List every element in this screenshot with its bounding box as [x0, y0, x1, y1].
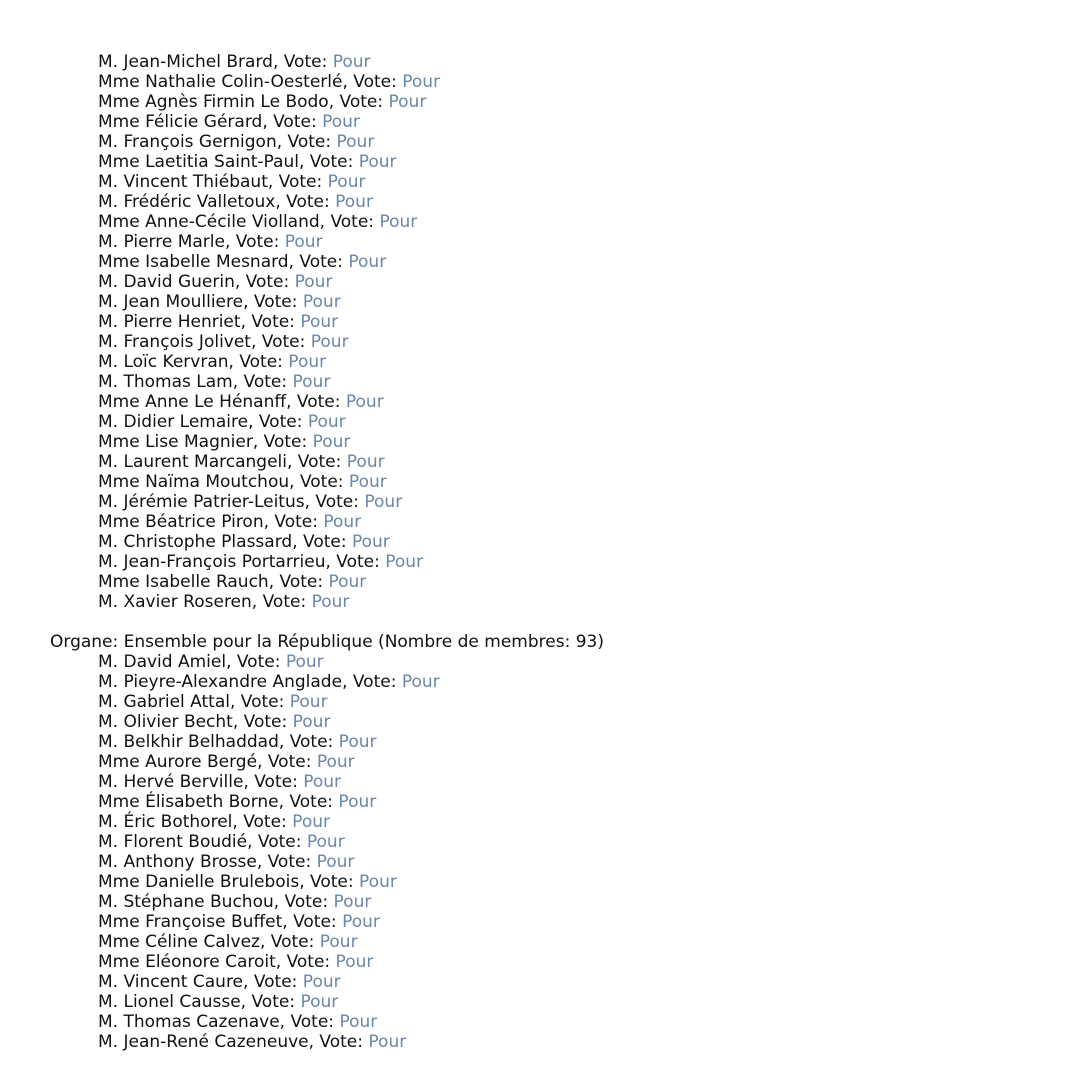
voter-row [50, 92, 1080, 112]
member-name: Mme Anne Le Hénanff [98, 392, 287, 412]
member-name: Mme Félicie Gérard [98, 112, 263, 132]
voter-row [50, 432, 1080, 452]
vote-label: , Vote: [325, 552, 386, 572]
vote-value: Pour [358, 152, 397, 172]
member-name: Mme Aurore Bergé [98, 752, 258, 772]
voter-row [50, 332, 1080, 352]
vote-value: Pour [336, 132, 375, 152]
vote-label: , Vote: [279, 1012, 340, 1032]
vote-value: Pour [327, 172, 366, 192]
vote-label: , Vote: [282, 912, 343, 932]
vote-value: Pour [312, 432, 351, 452]
vote-value: Pour [401, 672, 440, 692]
vote-label: , Vote: [278, 732, 339, 752]
vote-value: Pour [302, 292, 341, 312]
vote-value: Pour [310, 332, 349, 352]
vote-label: , Vote: [272, 52, 333, 72]
voter-row [50, 952, 1080, 972]
member-name: M. Pierre Marle [98, 232, 225, 252]
member-name: Mme Laetitia Saint-Paul [98, 152, 299, 172]
member-name: M. François Jolivet [98, 332, 251, 352]
vote-label: , Vote: [275, 192, 336, 212]
vote-value: Pour [288, 352, 327, 372]
vote-value: Pour [316, 852, 355, 872]
voter-row [50, 972, 1080, 992]
vote-label: , Vote: [278, 792, 339, 812]
vote-label: , Vote: [247, 832, 307, 852]
member-name: Mme Naïma Moutchou [98, 472, 290, 492]
vote-label: , Vote: [275, 952, 336, 972]
vote-value: Pour [322, 112, 360, 132]
vote-label: , Vote: [252, 432, 313, 452]
member-name: Mme Béatrice Piron [98, 512, 264, 532]
voter-row [50, 772, 1080, 792]
vote-value: Pour [302, 972, 341, 992]
voter-row [50, 292, 1080, 312]
vote-label: , Vote: [243, 772, 304, 792]
vote-value: Pour [300, 312, 339, 332]
voter-row [50, 452, 1080, 472]
member-name: Mme Isabelle Mesnard [98, 252, 289, 272]
member-name: M. François Gernigon [98, 132, 277, 152]
vote-label: , Vote: [232, 812, 293, 832]
vote-value: Pour [338, 792, 377, 812]
vote-value: Pour [348, 252, 387, 272]
voter-row [50, 152, 1080, 172]
member-name: Mme Danielle Brulebois [98, 872, 300, 892]
voter-row [50, 712, 1080, 732]
member-name: M. Vincent Caure [98, 972, 244, 992]
vote-label: , Vote: [298, 152, 359, 172]
voter-row [50, 1012, 1080, 1032]
voter-row [50, 592, 1080, 612]
member-name: M. Xavier Roseren [98, 592, 252, 612]
member-name: Mme Céline Calvez [98, 932, 260, 952]
vote-label: , Vote: [232, 712, 293, 732]
member-name: M. David Amiel [98, 652, 227, 672]
voter-row [50, 912, 1080, 932]
vote-label: , Vote: [243, 972, 303, 992]
voter-row [50, 52, 1080, 72]
section-spacer [50, 612, 1080, 632]
vote-value: Pour [285, 652, 324, 672]
vote-value: Pour [323, 512, 362, 532]
vote-label: , Vote: [287, 452, 347, 472]
vote-value: Pour [292, 372, 331, 392]
vote-value: Pour [385, 552, 424, 572]
voter-row [50, 312, 1080, 332]
voter-row [50, 232, 1080, 252]
member-name: M. Christophe Plassard [98, 532, 293, 552]
voter-row [50, 532, 1080, 552]
vote-list-document [50, 52, 1080, 1052]
vote-value: Pour [332, 52, 371, 72]
member-name: Mme Françoise Buffet [98, 912, 283, 932]
member-name: M. Jean-François Portarrieu [98, 552, 326, 572]
member-name: Mme Agnès Firmin Le Bodo [98, 92, 329, 112]
voter-row [50, 472, 1080, 492]
voter-row [50, 492, 1080, 512]
vote-value: Pour [335, 192, 373, 212]
vote-label: , Vote: [256, 852, 317, 872]
vote-label: , Vote: [328, 92, 389, 112]
vote-label: , Vote: [276, 132, 337, 152]
voter-row [50, 272, 1080, 292]
member-name: M. Pierre Henriet [98, 312, 241, 332]
member-name: M. Olivier Becht [98, 712, 233, 732]
voter-row [50, 992, 1080, 1012]
voter-row [50, 872, 1080, 892]
vote-label: , Vote: [286, 392, 346, 412]
vote-value: Pour [388, 92, 427, 112]
vote-value: Pour [359, 872, 397, 892]
vote-label: , Vote: [288, 252, 349, 272]
vote-value: Pour [333, 892, 372, 912]
voter-row [50, 252, 1080, 272]
voter-row [50, 172, 1080, 192]
vote-label: , Vote: [342, 72, 403, 92]
vote-label: , Vote: [248, 412, 308, 432]
vote-label: , Vote: [289, 472, 349, 492]
voter-row [50, 192, 1080, 212]
member-name: Mme Isabelle Rauch [98, 572, 269, 592]
member-name: Mme Anne-Cécile Violland [98, 212, 320, 232]
vote-label: , Vote: [342, 672, 402, 692]
voter-row [50, 812, 1080, 832]
voter-row [50, 212, 1080, 232]
vote-value: Pour [294, 272, 333, 292]
voter-row [50, 392, 1080, 412]
member-name: M. Didier Lemaire [98, 412, 249, 432]
member-name: M. Jean-René Cazeneuve [98, 1032, 309, 1052]
vote-value: Pour [307, 412, 346, 432]
vote-value: Pour [402, 72, 441, 92]
vote-label: , Vote: [234, 272, 295, 292]
member-name: M. Jean Moulliere [98, 292, 244, 312]
member-name: Mme Eléonore Caroit [98, 952, 276, 972]
vote-label: , Vote: [268, 572, 329, 592]
voter-row [50, 852, 1080, 872]
member-name: M. Hervé Berville [98, 772, 244, 792]
voter-row [50, 552, 1080, 572]
voter-row [50, 752, 1080, 772]
vote-value: Pour [303, 772, 342, 792]
voter-row [50, 132, 1080, 152]
vote-value: Pour [346, 452, 385, 472]
voter-row [50, 112, 1080, 132]
member-name: M. Thomas Cazenave [98, 1012, 280, 1032]
voter-row [50, 892, 1080, 912]
vote-label: , Vote: [251, 592, 312, 612]
member-name: Mme Élisabeth Borne [98, 792, 279, 812]
vote-label: , Vote: [240, 312, 301, 332]
vote-value: Pour [348, 472, 387, 492]
vote-label: , Vote: [308, 1032, 369, 1052]
vote-value: Pour [311, 592, 350, 612]
voter-row [50, 652, 1080, 672]
voter-row [50, 1032, 1080, 1052]
member-name: M. Florent Boudié [98, 832, 248, 852]
vote-value: Pour [292, 812, 330, 832]
vote-label: , Vote: [240, 992, 301, 1012]
vote-value: Pour [289, 692, 328, 712]
voter-row [50, 372, 1080, 392]
vote-label: , Vote: [226, 652, 286, 672]
member-name: M. Loïc Kervran [98, 352, 229, 372]
vote-label: , Vote: [259, 932, 320, 952]
member-name: M. Éric Bothorel [98, 812, 233, 832]
voter-row [50, 832, 1080, 852]
vote-value: Pour [342, 912, 380, 932]
vote-label: , Vote: [292, 532, 352, 552]
member-name: M. Jérémie Patrier-Leitus [98, 492, 305, 512]
vote-label: , Vote: [257, 752, 317, 772]
voter-row [50, 412, 1080, 432]
voter-row [50, 732, 1080, 752]
voter-row [50, 792, 1080, 812]
member-name: Mme Lise Magnier [98, 432, 253, 452]
voter-row [50, 352, 1080, 372]
vote-label: , Vote: [228, 352, 289, 372]
member-name: M. Stéphane Buchou [98, 892, 274, 912]
vote-label: , Vote: [267, 172, 328, 192]
vote-label: , Vote: [224, 232, 285, 252]
vote-label: , Vote: [243, 292, 303, 312]
vote-label: , Vote: [232, 372, 293, 392]
vote-value: Pour [316, 752, 355, 772]
voter-row [50, 72, 1080, 92]
vote-label: , Vote: [304, 492, 365, 512]
vote-value: Pour [338, 732, 377, 752]
vote-value: Pour [306, 832, 345, 852]
member-name: M. Jean-Michel Brard [98, 52, 273, 72]
vote-value: Pour [319, 932, 358, 952]
vote-label: , Vote: [229, 692, 290, 712]
member-name: M. Frédéric Valletoux [98, 192, 276, 212]
vote-value: Pour [284, 232, 323, 252]
member-name: M. Belkhir Belhaddad [98, 732, 279, 752]
member-name: M. Gabriel Attal [98, 692, 230, 712]
vote-value: Pour [364, 492, 403, 512]
member-name: M. Vincent Thiébaut [98, 172, 268, 192]
member-name: Mme Nathalie Colin-Oesterlé [98, 72, 343, 92]
vote-label: , Vote: [299, 872, 360, 892]
voter-row [50, 572, 1080, 592]
vote-label: , Vote: [263, 512, 324, 532]
member-name: M. Anthony Brosse [98, 852, 257, 872]
member-name: M. Pieyre-Alexandre Anglade [98, 672, 343, 692]
organe-heading: Organe: Ensemble pour la République (Nombre de membres: 93) [50, 632, 604, 652]
vote-value: Pour [379, 212, 418, 232]
vote-label: , Vote: [273, 892, 334, 912]
vote-value: Pour [339, 1012, 378, 1032]
vote-value: Pour [300, 992, 339, 1012]
voter-row [50, 932, 1080, 952]
voter-row [50, 692, 1080, 712]
vote-label: , Vote: [262, 112, 323, 132]
vote-value: Pour [292, 712, 331, 732]
member-name: M. David Guerin [98, 272, 235, 292]
vote-label: , Vote: [250, 332, 311, 352]
vote-value: Pour [328, 572, 367, 592]
vote-label: , Vote: [319, 212, 380, 232]
voter-row [50, 672, 1080, 692]
voter-row [50, 512, 1080, 532]
vote-value: Pour [345, 392, 384, 412]
member-name: M. Laurent Marcangeli [98, 452, 287, 472]
vote-value: Pour [351, 532, 390, 552]
vote-value: Pour [335, 952, 374, 972]
vote-value: Pour [368, 1032, 407, 1052]
member-name: M. Lionel Causse [98, 992, 241, 1012]
member-name: M. Thomas Lam [98, 372, 233, 392]
